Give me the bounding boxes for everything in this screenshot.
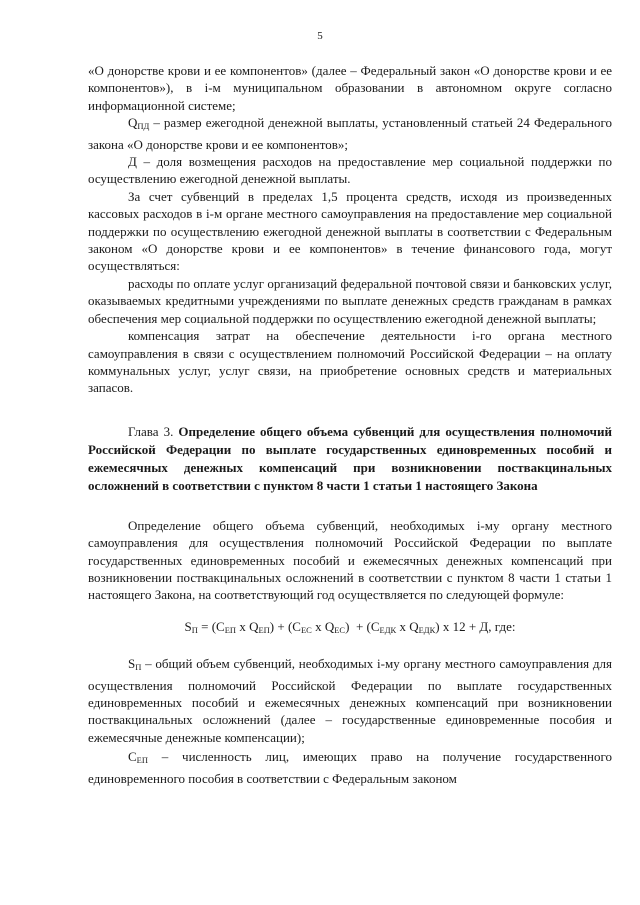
formula-s-sub: П bbox=[191, 624, 198, 635]
definition-q-pd-text: – размер ежегодной денежной выплаты, установленный статьей 24 Федерального закона «О донорстве крови и ее компонентов»; bbox=[88, 115, 612, 152]
paragraph-intro: Определение общего объема субвенций, необходимых i-му органу местного самоуправления для осуществления полномочий Российской Федерации по выплате государственных единовременных пособий и ежемесячных денежных компенсаций при возникновении поствакцинальных осложнений в соответствии с пунктом 8 части 1 статьи 1 настоящего Закона, на соответствующий год осуществляется по следующей формуле: bbox=[88, 517, 612, 603]
document-body bbox=[88, 62, 612, 787]
formula-c-es-sub: ЕС bbox=[300, 624, 312, 635]
subscript-ep: ЕП bbox=[136, 755, 149, 766]
definition-s-p-text: – общий объем субвенций, необходимых i-му органу местного самоуправления для осуществления полномочий Российской Федерации по выплате государственных единовременных пособий и ежемесячных денежных компенсаций при возникновении поствакцинальных осложнений (далее – государственные единовременные пособия и ежемесячные денежные компенсации); bbox=[88, 656, 612, 745]
chapter-label: Глава 3. bbox=[128, 423, 179, 439]
subscript-p: П bbox=[135, 662, 142, 673]
subscript-pd: ПД bbox=[137, 121, 150, 132]
paragraph-compensation: компенсация затрат на обеспечение деятельности i-го органа местного самоуправления в связи с осуществлением полномочий Российской Федерации – на оплату коммунальных услуг, услуг связи, на приобретение основных средств и материальных запасов. bbox=[88, 328, 612, 396]
formula-q-ep-sub: ЕП bbox=[258, 624, 270, 635]
formula bbox=[88, 618, 612, 639]
formula-part: ) + (C bbox=[269, 618, 301, 634]
formula-part: x Q bbox=[311, 618, 335, 634]
definition-q-pd bbox=[88, 114, 612, 153]
formula-c-ep-sub: ЕП bbox=[224, 624, 237, 635]
chapter-title: Определение общего объема субвенций для осуществления полномочий Российской Федерации по выплате государственных единовременных пособий и ежемесячных денежных компенсаций при возникновении поствакцинальных осложнений в соответствии с пунктом 8 части 1 статьи 1 настоящего Закона bbox=[88, 423, 612, 493]
definition-c-ep bbox=[88, 748, 612, 787]
paragraph-continuation: «О донорстве крови и ее компонентов» (далее – Федеральный закон «О донорстве крови и ее компонентов»), в i-м муниципальном образовании в автономном округе согласно информационной системе; bbox=[88, 63, 612, 113]
formula-c-edk-sub: ЕДК bbox=[379, 624, 397, 635]
paragraph-postal-expenses: расходы по оплате услуг организаций федеральной почтовой связи и банковских услуг, оказываемых кредитными учреждениями по выплате денежных средств гражданам в рамках обеспечения мер социальной поддержки по осуществлению ежегодной денежной выплаты; bbox=[88, 275, 612, 326]
formula-q-edk-sub: ЕДК bbox=[418, 624, 436, 635]
paragraph-subventions: За счет субвенций в пределах 1,5 процента средств, исходя из произведенных кассовых расходов в i-м органе местного самоуправления на предоставление мер социальной поддержки по осуществлению ежегодной денежной выплаты в соответствии с Федеральным законом «О донорстве крови и ее компонентов» в течение финансового года, могут осуществляться: bbox=[88, 188, 612, 274]
formula-part: = (C bbox=[197, 618, 225, 634]
chapter-heading bbox=[88, 423, 612, 495]
formula-part: ) x 12 + Д, где: bbox=[435, 618, 516, 634]
formula-s: S bbox=[184, 618, 192, 634]
symbol-q: Q bbox=[128, 115, 138, 131]
definition-d: Д – доля возмещения расходов на предоставление мер социальной поддержки по осуществлению ежегодной денежной выплаты. bbox=[88, 154, 612, 187]
symbol-c: C bbox=[128, 749, 137, 765]
formula-q-es-sub: ЕС bbox=[334, 624, 346, 635]
definition-s-p bbox=[88, 655, 612, 746]
formula-part: x Q bbox=[396, 618, 419, 634]
formula-part: ) + (C bbox=[345, 618, 380, 634]
page-number: 5 bbox=[317, 30, 323, 42]
symbol-s: S bbox=[128, 656, 136, 672]
definition-c-ep-text: – численность лиц, имеющих право на получение государственного единовременного пособия в соответствии с Федеральным законом bbox=[88, 749, 612, 786]
formula-part: x Q bbox=[236, 618, 259, 634]
